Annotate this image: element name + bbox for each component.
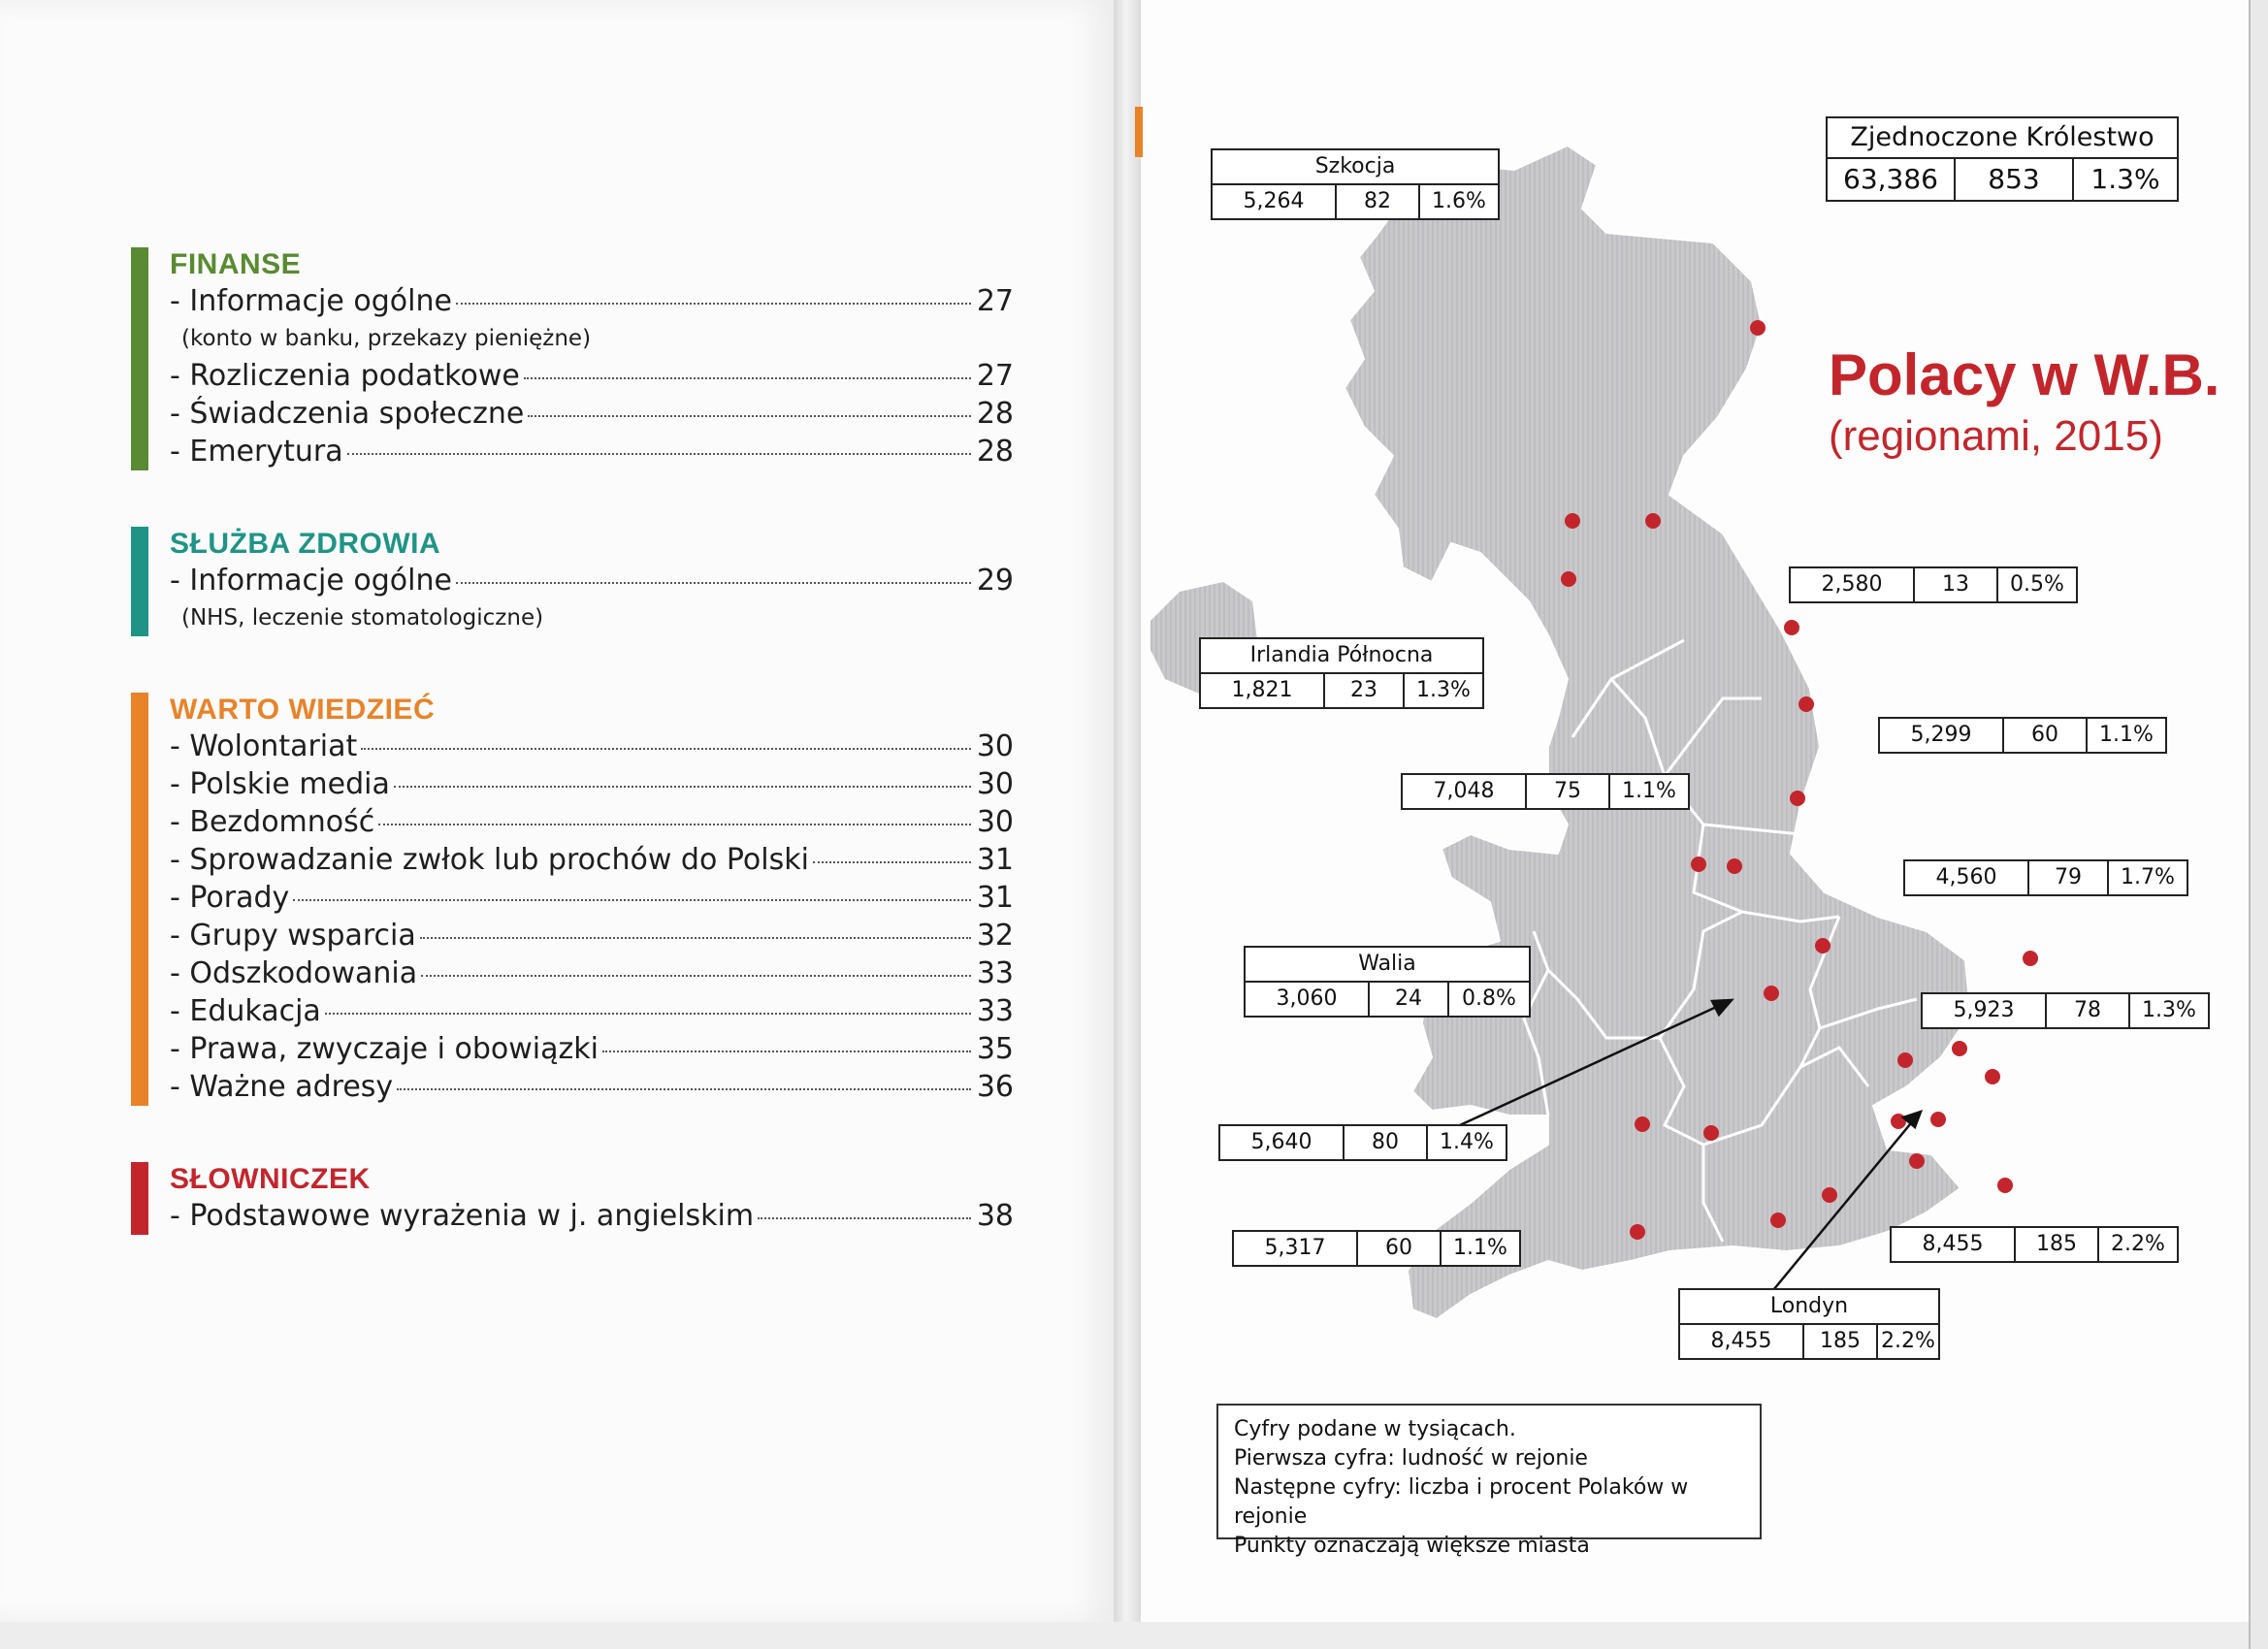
section-slowniczek (131, 1162, 1014, 1235)
leader-dots (421, 975, 971, 977)
toc-entry[interactable] (170, 879, 1014, 917)
region-box-wales (1244, 946, 1531, 1018)
region-box-east-midlands (1903, 859, 2188, 896)
section-color-bar (131, 247, 148, 470)
toc-entry[interactable] (170, 562, 1014, 599)
city-dot (1630, 1224, 1645, 1240)
legend-line: Następne cyfry: liczba i procent Polaków w rejonie (1234, 1475, 1689, 1529)
toc-entry-label: - Polskie media (170, 767, 390, 801)
city-dot (1703, 1125, 1719, 1141)
leader-dots (528, 415, 971, 417)
map-subtitle: (regionami, 2015) (1829, 412, 2163, 460)
section-title: WARTO WIEDZIEĆ (170, 694, 436, 726)
toc-entry-label: - Sprowadzanie zwłok lub prochów do Polski (170, 843, 809, 877)
legend-line: Cyfry podane w tysiącach. (1234, 1417, 1516, 1441)
region-population: 5,640 (1250, 1130, 1312, 1154)
leader-dots (602, 1051, 971, 1052)
page-edge (2249, 0, 2268, 1649)
region-name: Szkocja (1213, 150, 1498, 185)
toc-entry-label: - Wolontariat (170, 729, 358, 763)
toc-page-number: 30 (976, 729, 1014, 763)
section-color-bar (131, 1162, 148, 1235)
city-dot (1985, 1069, 2000, 1084)
toc-entry[interactable] (170, 1068, 1014, 1106)
region-poles-count: 853 (1954, 159, 2072, 200)
city-dot (1750, 320, 1766, 336)
leader-dots (325, 1013, 971, 1015)
city-dot (1561, 571, 1576, 587)
toc-page-number: 31 (976, 843, 1014, 877)
map-legend (1216, 1404, 1762, 1558)
scan-background (0, 1622, 2268, 1649)
toc-page-number: 29 (976, 564, 1014, 598)
region-poles-percent: 1.1% (2086, 719, 2165, 752)
region-poles-count: 23 (1323, 674, 1403, 707)
toc-page-number: 36 (976, 1070, 1014, 1104)
toc-page-number: 32 (976, 919, 1014, 953)
toc-entry-label: - Odszkodowania (170, 956, 418, 990)
toc-entry-note: (NHS, leczenie stomatologiczne) (181, 605, 544, 630)
toc-entry[interactable] (170, 1197, 1014, 1235)
section-sluzba-zdrowia (131, 527, 1014, 636)
toc-page-number: 38 (976, 1199, 1014, 1233)
leader-dots (394, 786, 971, 788)
region-population: 2,580 (1821, 572, 1883, 597)
region-name: Walia (1246, 948, 1529, 983)
region-population: 63,386 (1843, 163, 1938, 195)
toc-page-number: 30 (976, 767, 1014, 801)
city-dot (1822, 1187, 1837, 1203)
toc-entry-label: - Porady (170, 881, 290, 915)
region-box-london (1678, 1288, 1940, 1360)
section-warto-wiedziec (131, 693, 1014, 1106)
city-dot (1909, 1153, 1925, 1169)
toc-page-number: 33 (976, 956, 1014, 990)
toc-page-number: 27 (976, 284, 1014, 318)
region-population: 8,455 (1922, 1232, 1984, 1256)
region-poles-percent: 2.2% (1876, 1325, 1938, 1358)
section-color-bar (131, 527, 148, 636)
toc-entry[interactable] (170, 433, 1014, 470)
region-box-west-midlands (1218, 1124, 1507, 1161)
region-poles-count: 185 (1802, 1325, 1876, 1358)
region-box-north-east (1789, 566, 2078, 603)
section-color-bar (131, 693, 148, 1106)
leader-dots (456, 582, 971, 584)
toc-entry-label: - Podstawowe wyrażenia w j. angielskim (170, 1199, 755, 1233)
leader-dots (293, 899, 971, 901)
leader-dots (524, 377, 971, 379)
region-population: 5,264 (1243, 189, 1305, 213)
city-dot (1645, 513, 1661, 529)
region-population: 5,317 (1264, 1236, 1326, 1260)
leader-dots (758, 1217, 971, 1219)
city-dot (2023, 951, 2038, 966)
region-poles-percent: 1.4% (1426, 1126, 1506, 1159)
toc-entry[interactable] (170, 728, 1014, 765)
region-box-south-west (1232, 1230, 1521, 1267)
region-poles-count: 185 (2014, 1228, 2097, 1261)
toc-entry[interactable] (170, 954, 1014, 992)
city-dot (1727, 858, 1742, 874)
city-dot (1897, 1052, 1913, 1068)
toc-page-number: 27 (976, 359, 1014, 393)
toc-entry-label: - Emerytura (170, 435, 343, 469)
region-poles-percent: 1.7% (2107, 861, 2187, 894)
region-box-east (1921, 992, 2210, 1029)
toc-entry-label: - Informacje ogólne (170, 284, 452, 318)
toc-entry-label: - Ważne adresy (170, 1070, 394, 1104)
map-title: Polacy w W.B. (1829, 342, 2220, 407)
toc-entry[interactable] (170, 992, 1014, 1030)
toc-entry[interactable] (170, 1030, 1014, 1068)
toc-entry[interactable] (170, 841, 1014, 879)
region-poles-count: 24 (1368, 983, 1447, 1016)
region-population: 5,299 (1910, 723, 1972, 747)
region-box-south-east (1890, 1226, 2179, 1263)
region-poles-percent: 1.3% (1403, 674, 1482, 707)
legend-line: Punkty oznaczają większe miasta (1234, 1534, 1590, 1558)
region-poles-percent: 1.6% (1418, 185, 1498, 218)
section-title: SŁOWNICZEK (170, 1163, 371, 1195)
region-poles-percent: 0.5% (1996, 568, 2076, 601)
toc-page-number: 35 (976, 1032, 1014, 1066)
leader-dots (361, 748, 971, 750)
region-population: 1,821 (1231, 678, 1293, 702)
city-dot (1997, 1178, 2013, 1193)
region-poles-count: 13 (1913, 568, 1996, 601)
toc-entry-label: - Edukacja (170, 994, 321, 1028)
region-poles-percent: 0.8% (1447, 983, 1529, 1016)
city-dot (1635, 1116, 1650, 1132)
toc-page-number: 33 (976, 994, 1014, 1028)
region-population: 5,923 (1953, 998, 2015, 1022)
region-poles-count: 78 (2045, 994, 2128, 1027)
city-dot (1815, 938, 1831, 954)
city-dot (1891, 1114, 1906, 1129)
region-box-north-west (1401, 773, 1690, 810)
region-poles-count: 60 (1356, 1232, 1440, 1265)
leader-dots (347, 453, 971, 455)
toc-entry[interactable] (170, 803, 1014, 841)
toc-entry-label: - Grupy wsparcia (170, 919, 416, 953)
city-dot (1784, 620, 1799, 635)
region-poles-count: 82 (1335, 185, 1418, 218)
city-dot (1952, 1041, 1967, 1056)
region-population: 3,060 (1276, 986, 1338, 1011)
toc-entry[interactable] (170, 765, 1014, 803)
region-poles-percent: 1.1% (1608, 775, 1688, 808)
toc-entry[interactable] (170, 395, 1014, 433)
region-poles-count: 79 (2027, 861, 2107, 894)
toc-entry-label: - Rozliczenia podatkowe (170, 359, 520, 393)
region-poles-percent: 1.1% (1440, 1232, 1519, 1265)
leader-dots (397, 1088, 971, 1090)
region-poles-count: 75 (1525, 775, 1608, 808)
uk-total-box (1826, 116, 2179, 202)
table-of-contents (131, 247, 1014, 1291)
region-poles-count: 60 (2002, 719, 2086, 752)
leader-dots (813, 861, 971, 863)
region-population: 4,560 (1935, 865, 1997, 889)
section-finanse (131, 247, 1014, 470)
book-gutter (1114, 0, 1141, 1622)
region-poles-count: 80 (1343, 1126, 1426, 1159)
leader-dots (378, 824, 971, 825)
toc-page-number: 30 (976, 805, 1014, 839)
toc-entry[interactable] (170, 917, 1014, 954)
city-dot (1764, 986, 1779, 1001)
region-name: Zjednoczone Królestwo (1828, 118, 2177, 159)
toc-page-number: 28 (976, 397, 1014, 431)
city-dot (1770, 1212, 1786, 1228)
section-title: SŁUŻBA ZDROWIA (170, 528, 441, 560)
toc-entry-label: - Informacje ogólne (170, 564, 452, 598)
region-box-scotland (1211, 148, 1500, 220)
legend-line: Pierwsza cyfra: ludność w rejonie (1234, 1446, 1588, 1471)
city-dot (1930, 1112, 1946, 1127)
toc-entry-note: (konto w banku, przekazy pieniężne) (181, 326, 592, 351)
leader-dots (456, 303, 971, 305)
toc-entry[interactable] (170, 282, 1014, 320)
uk-map (1141, 0, 2249, 1622)
region-box-northern-ireland (1199, 637, 1484, 709)
region-population: 7,048 (1433, 779, 1495, 803)
city-dot (1798, 696, 1814, 712)
region-population: 8,455 (1710, 1329, 1772, 1353)
region-box-yorkshire (1878, 717, 2167, 754)
leader-dots (420, 937, 971, 939)
region-poles-percent: 2.2% (2097, 1228, 2177, 1261)
city-dot (1790, 791, 1805, 806)
city-dot (1565, 513, 1580, 529)
toc-page-number: 31 (976, 881, 1014, 915)
toc-entry[interactable] (170, 357, 1014, 395)
toc-entry-label: - Świadczenia społeczne (170, 397, 525, 431)
region-name: Londyn (1680, 1290, 1938, 1325)
region-poles-percent: 1.3% (2128, 994, 2208, 1027)
toc-entry-label: - Bezdomność (170, 805, 375, 839)
toc-entry-label: - Prawa, zwyczaje i obowiązki (170, 1032, 599, 1066)
section-title: FINANSE (170, 248, 302, 280)
toc-page-number: 28 (976, 435, 1014, 469)
region-name: Irlandia Północna (1201, 639, 1482, 674)
city-dot (1691, 857, 1706, 872)
region-poles-percent: 1.3% (2072, 159, 2177, 200)
